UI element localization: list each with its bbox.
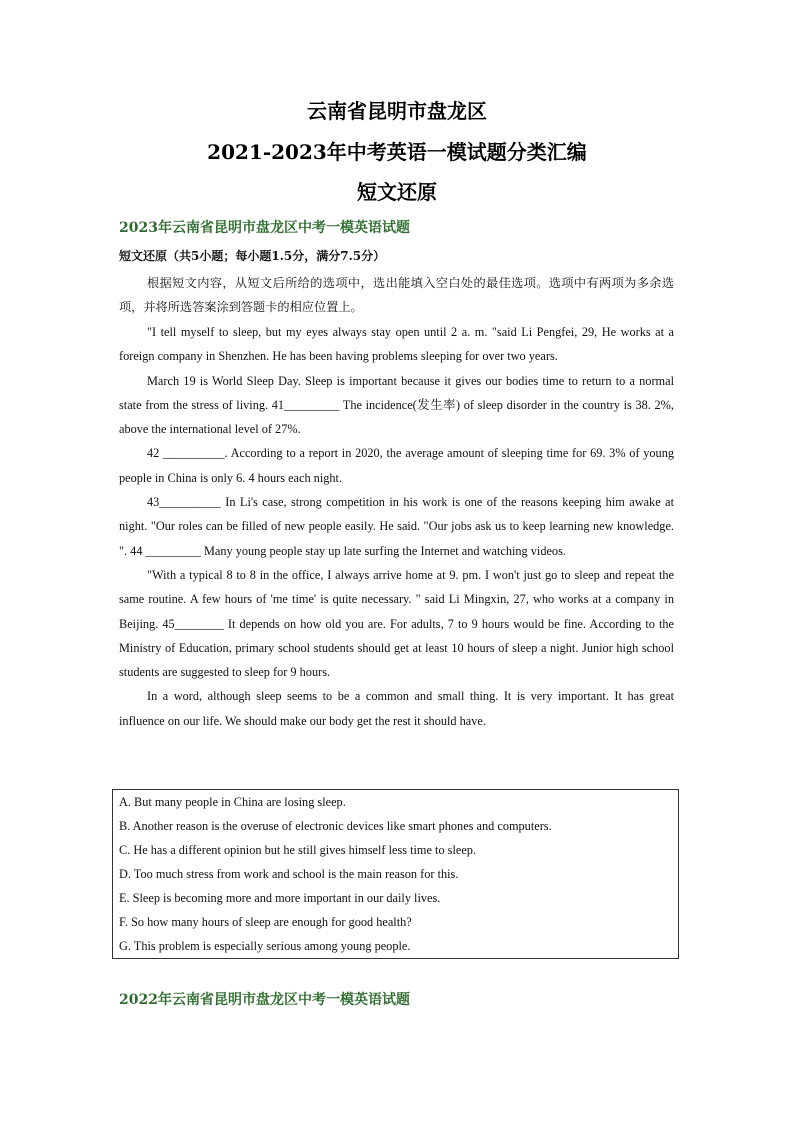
option-c: C. He has a different opinion but he still gives himself less time to sleep.: [119, 843, 477, 857]
passage: [119, 320, 674, 733]
options-box: [112, 789, 679, 959]
passage-paragraph: 43__________ In Li's case, strong competition in his work is one of the reasons keeping him awake at night. "Our roles can be filled of new people easily. He said. "Our jobs ask us to keep learning new knowledge. ". 44 _________ Many young people stay up late surfing the Internet and watching videos.: [119, 495, 674, 558]
intro-text: [119, 271, 674, 320]
option-d: D. Too much stress from work and school is the main reason for this.: [119, 867, 459, 881]
section-heading-2022: 2022年云南省昆明市盘龙区中考一模英语试题: [119, 992, 410, 1008]
options-list: [119, 790, 552, 958]
passage-paragraph: March 19 is World Sleep Day. Sleep is important because it gives our bodies time to return to a normal state from the stress of living. 41_________ The incidence(发生率) of sleep disorder in the country is 38. 2%, above the international level of 27%.: [119, 373, 674, 437]
passage-paragraph: 42 __________. According to a report in 2020, the average amount of sleeping time for 69. 3% of young people in China is only 6. 4 hours each night.: [119, 446, 674, 485]
document-title-region: 云南省昆明市盘龙区: [307, 99, 487, 123]
document-title-exam: 2021-2023年中考英语一模试题分类汇编: [207, 140, 587, 164]
section-heading-2023: 2023年云南省昆明市盘龙区中考一模英语试题: [119, 220, 410, 236]
document-title-topic: 短文还原: [357, 180, 437, 204]
option-g: G. This problem is especially serious among young people.: [119, 939, 411, 953]
passage-paragraph: "I tell myself to sleep, but my eyes always stay open until 2 a. m. "said Li Pengfei, 29, He works at a foreign company in Shenzhen. He has been having problems sleeping for over two years.: [119, 325, 674, 364]
question-instructions: 短文还原（共5小题；每小题1.5分，满分7.5分）: [119, 249, 386, 263]
passage-paragraph: In a word, although sleep seems to be a common and small thing. It is very important. It has great influence on our life. We should make our body get the rest it should have.: [119, 689, 674, 728]
option-a: A. But many people in China are losing sleep.: [119, 795, 346, 809]
option-b: B. Another reason is the overuse of electronic devices like smart phones and computers.: [119, 819, 552, 833]
option-e: E. Sleep is becoming more and more important in our daily lives.: [119, 891, 441, 905]
passage-paragraph: "With a typical 8 to 8 in the office, I always arrive home at 9. pm. I won't just go to sleep and repeat the same routine. A few hours of 'me time' is quite necessary. " said Li Mingxin, 27, who works at a company in Beijing. 45________ It depends on how old you are. For adults, 7 to 9 hours would be fine. According to the Ministry of Education, primary school students should get at least 10 hours of sleep a night. Junior high school students are suggested to sleep for 9 hours.: [119, 567, 674, 680]
option-f: F. So how many hours of sleep are enough for good health?: [119, 915, 412, 929]
intro-paragraph: 根据短文内容，从短文后所给的选项中，选出能填入空白处的最佳选项。选项中有两项为多余选项，并将所选答案涂到答题卡的相应位置上。: [119, 276, 674, 315]
